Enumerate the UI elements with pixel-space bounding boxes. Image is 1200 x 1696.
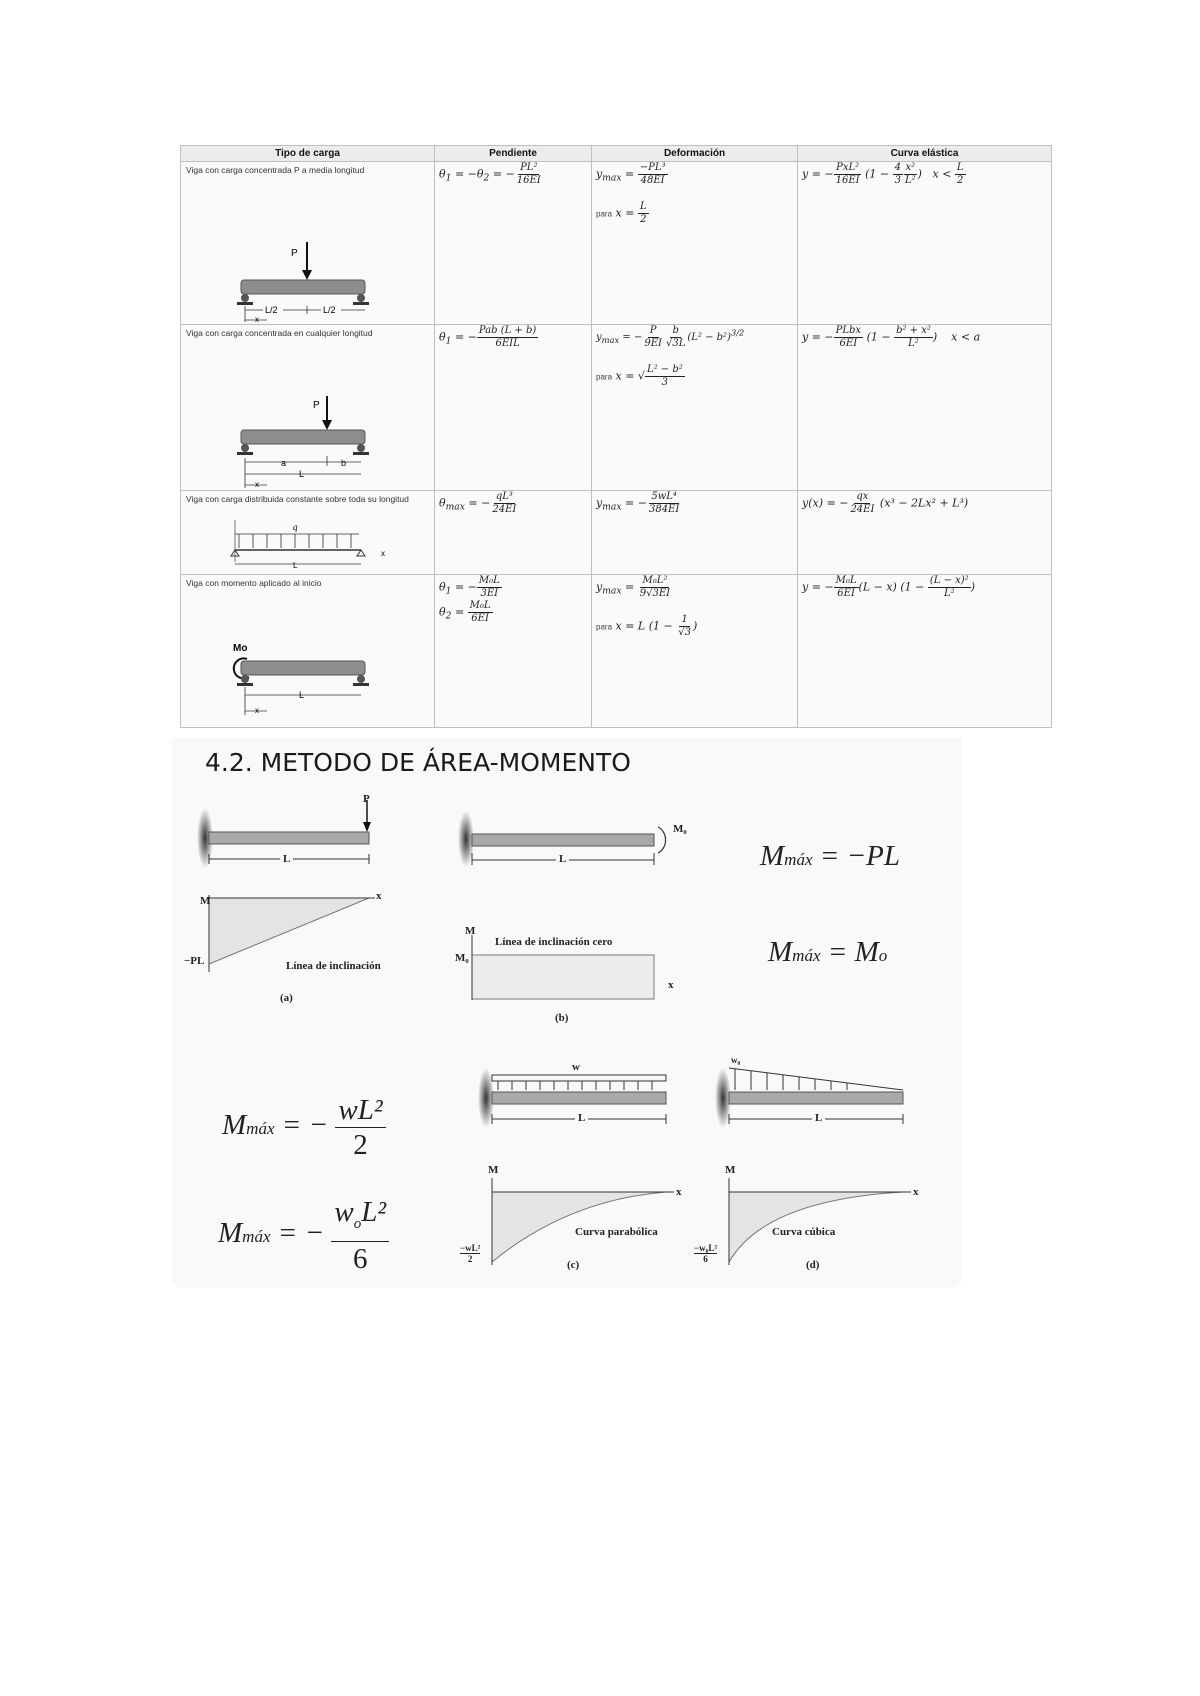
slope-cell bbox=[435, 575, 592, 728]
formula-mmax-c: Mmáx = − $\frac{\text{wL²}}{2}$ bbox=[222, 1093, 386, 1162]
x-label: x bbox=[255, 706, 259, 715]
diagram-d bbox=[715, 1060, 945, 1270]
elastic-formula: y = − $\frac{\text{M₀L}}{6EI}$ (L − x) (1 − $\frac{\text{(L − x)²}}{\text{L²}}$ ) bbox=[802, 575, 975, 599]
load-type-cell bbox=[181, 162, 435, 325]
caption: Línea de inclinación cero bbox=[495, 936, 613, 948]
formula-mmax-b: Mmáx = Mo bbox=[768, 936, 888, 968]
axis-x-label: x bbox=[676, 1186, 682, 1198]
header-tipo-carga: Tipo de carga bbox=[181, 146, 435, 162]
axis-x-label: x bbox=[913, 1186, 919, 1198]
figure-tag: (b) bbox=[555, 1012, 569, 1024]
beam-figure-center-load bbox=[181, 202, 435, 322]
span-label: L bbox=[575, 1112, 588, 1124]
elastic-curve-cell bbox=[798, 575, 1052, 728]
slope-formula: $\theta_2$ = $\frac{\text{M₀L}}{6EI}$ bbox=[439, 600, 491, 624]
dim-label: L bbox=[293, 561, 298, 570]
beam-figure-arbitrary-load bbox=[181, 378, 435, 488]
axis-x-label: x bbox=[668, 979, 674, 991]
deflection-formula: $y_{max}$ = − $\frac{\text{5wL⁴}}{384EI}$ bbox=[596, 491, 680, 515]
slope-formula: $\theta_1 = -\theta_2$ = − $\frac{\text{PL²}}{16EI}$ bbox=[439, 162, 541, 186]
table-row bbox=[181, 575, 1052, 728]
deflection-location: para x = $\frac{L}{2}$ bbox=[596, 201, 647, 225]
load-label: P bbox=[313, 400, 320, 411]
figure-tag: (c) bbox=[567, 1259, 580, 1271]
header-curva-elastica: Curva elástica bbox=[798, 146, 1052, 162]
deflection-cell bbox=[592, 575, 798, 728]
caption: Curva cúbica bbox=[772, 1226, 836, 1238]
value-label: −wL² 2 bbox=[460, 1243, 481, 1264]
diagram-a bbox=[195, 800, 405, 1010]
slope-formula: $\theta_{max}$ = − $\frac{\text{qL³}}{24EI}$ bbox=[439, 491, 517, 515]
load-description: Viga con momento aplicado al inicio bbox=[186, 578, 322, 588]
formula-mmax-d: Mmáx = − $w_oL^2$ 6 bbox=[218, 1195, 389, 1276]
deflection-cell bbox=[592, 491, 798, 575]
elastic-formula: y(x) = − $\frac{qx}{24EI}$ (x³ − 2Lx² + L³) bbox=[802, 491, 969, 515]
elastic-curve-cell bbox=[798, 162, 1052, 325]
value-label: M₀ bbox=[455, 952, 469, 964]
load-type-cell bbox=[181, 575, 435, 728]
axis-x-label: x bbox=[376, 890, 382, 902]
span-label: L bbox=[280, 853, 293, 865]
x-label: x bbox=[255, 480, 259, 488]
slope-formula: $\theta_1$ = − $\frac{\text{M₀L}}{3EI}$ bbox=[439, 575, 500, 599]
figure-tag: (d) bbox=[806, 1259, 820, 1271]
table-row bbox=[181, 325, 1052, 491]
diagram-b bbox=[458, 815, 688, 995]
load-label: P bbox=[363, 793, 370, 805]
deflection-formula: $y_{max}$ = $\frac{\text{−PL³}}{48EI}$ bbox=[596, 162, 666, 186]
axis-m-label: M bbox=[725, 1164, 736, 1176]
span-label: L bbox=[812, 1112, 825, 1124]
load-description: Viga con carga concentrada en cualquier longitud bbox=[186, 328, 373, 338]
slope-cell bbox=[435, 325, 592, 491]
axis-m-label: M bbox=[488, 1164, 499, 1176]
table-header-row bbox=[181, 146, 1052, 162]
table-row bbox=[181, 162, 1052, 325]
caption: Línea de inclinación bbox=[286, 960, 381, 972]
moment-label: Mo bbox=[233, 643, 248, 654]
axis-m-label: M bbox=[200, 895, 211, 907]
load-label: w₀ bbox=[731, 1055, 741, 1065]
slope-cell bbox=[435, 162, 592, 325]
deflection-formula: $y_{max}$ = − $\frac{P}{9EI}$ $\frac{b}{√3L}$ $(L^2 - b^2)^{3/2}$ bbox=[596, 325, 745, 349]
deflection-cell bbox=[592, 162, 798, 325]
elastic-curve-cell bbox=[798, 325, 1052, 491]
axis-m-label: M bbox=[465, 925, 476, 937]
value-label: −w₀L² 6 bbox=[694, 1243, 718, 1264]
load-type-cell bbox=[181, 491, 435, 575]
beam-figure-end-moment bbox=[181, 635, 435, 725]
load-label: M₀ bbox=[673, 823, 687, 835]
beam-formulas-table bbox=[180, 145, 1052, 728]
span-label: L bbox=[556, 853, 569, 865]
x-label: x bbox=[255, 315, 259, 322]
diagram-c bbox=[478, 1060, 708, 1270]
header-pendiente: Pendiente bbox=[435, 146, 592, 162]
dim-label: b bbox=[341, 458, 347, 468]
dim-label: L/2 bbox=[323, 305, 336, 315]
load-label: P bbox=[291, 248, 298, 259]
dim-label: L bbox=[299, 690, 305, 700]
elastic-formula: y = − $\frac{\text{PxL²}}{16EI}$ (1 − $\frac{4}{3}$ $\frac{\text{x²}}{\text{L²}}$ ) x < $\frac{L}{2}$ bbox=[802, 162, 964, 186]
value-label: −PL bbox=[184, 955, 205, 967]
load-label: q bbox=[293, 522, 298, 532]
section-heading: 4.2. METODO DE ÁREA-MOMENTO bbox=[205, 748, 631, 777]
elastic-curve-cell bbox=[798, 491, 1052, 575]
load-description: Viga con carga concentrada P a media longitud bbox=[186, 165, 365, 175]
caption: Curva parabólica bbox=[575, 1226, 658, 1238]
load-label: w bbox=[572, 1061, 580, 1073]
deflection-cell bbox=[592, 325, 798, 491]
header-deformacion: Deformación bbox=[592, 146, 798, 162]
load-description: Viga con carga distribuida constante sobre toda su longitud bbox=[186, 494, 409, 504]
load-type-cell bbox=[181, 325, 435, 491]
beam-figure-distributed-load bbox=[181, 512, 435, 572]
elastic-formula: y = − $\frac{\text{PLbx}}{6EI}$ (1 − $\frac{\text{b² + x²}}{\text{L²}}$ ) x < a bbox=[802, 325, 981, 349]
dim-label: a bbox=[281, 458, 287, 468]
formula-mmax-a: Mmáx = −PL bbox=[760, 840, 900, 872]
figure-tag: (a) bbox=[280, 992, 293, 1004]
slope-formula: $\theta_1$ = − $\frac{\text{Pab (L + b)}}{\text{6EIL}}$ bbox=[439, 325, 537, 349]
dim-label: L/2 bbox=[265, 305, 278, 315]
dim-label: L bbox=[299, 469, 305, 479]
slope-cell bbox=[435, 491, 592, 575]
deflection-location: para x = √ $\frac{\text{L² − b²}}{3}$ bbox=[596, 364, 683, 388]
deflection-location: para x = L (1 − $\frac{1}{√3}$ ) bbox=[596, 614, 698, 638]
x-label: x bbox=[381, 549, 385, 558]
table-row bbox=[181, 491, 1052, 575]
deflection-formula: $y_{max}$ = $\frac{\text{M₀L²}}{9√3EI}$ bbox=[596, 575, 671, 599]
